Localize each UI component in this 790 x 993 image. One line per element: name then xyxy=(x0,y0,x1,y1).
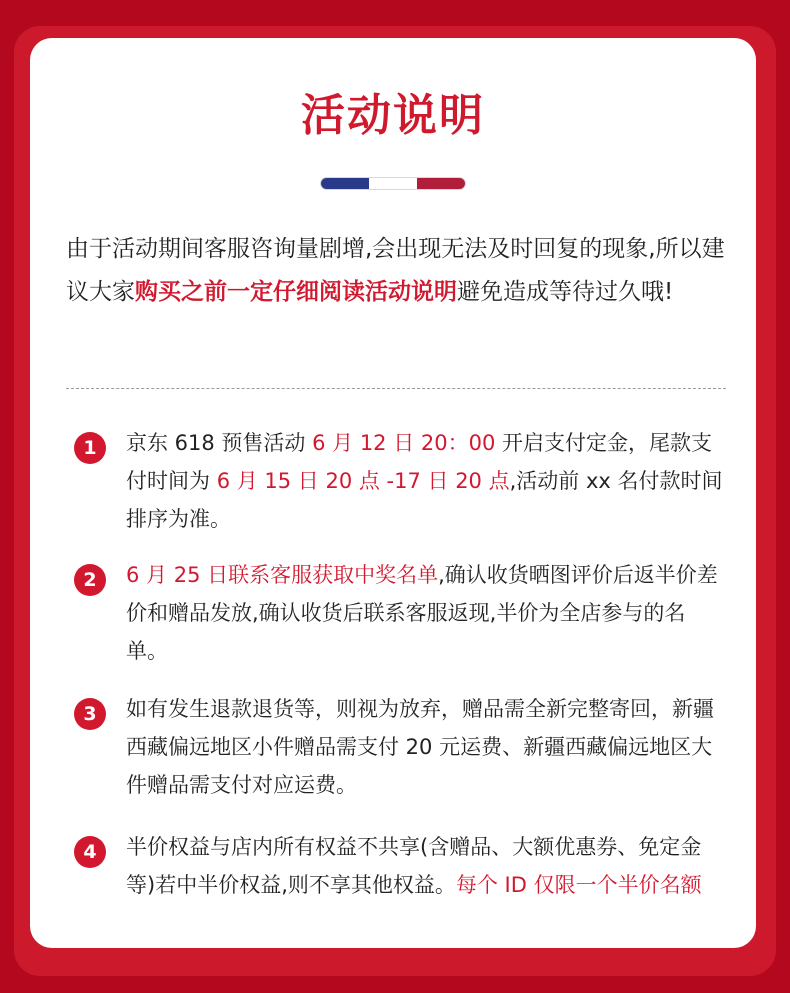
flag-stripe-blue xyxy=(321,178,369,189)
item-number-badge: 4 xyxy=(74,836,106,868)
item-text-segment: ,确认收货晒图评价后返半价差价和赠品发放,确认收货后联系客服返现,半价为全店参与的名单。 xyxy=(126,563,718,663)
item-text-segment: 开启支付定金，尾款支付时间为 xyxy=(126,431,713,493)
notice-card xyxy=(30,38,756,948)
item-highlight: 6 月 15 日 20 点 -17 日 20 点 xyxy=(216,469,510,493)
dashed-divider xyxy=(66,388,726,389)
flag-stripe-white xyxy=(369,178,417,189)
intro-paragraph xyxy=(66,228,736,314)
item-number-badge: 2 xyxy=(74,564,106,596)
item-text-segment: 如有发生退款退货等，则视为放弃，赠品需全新完整寄回，新疆西藏偏远地区小件赠品需支付 20 元运费、新疆西藏偏远地区大件赠品需支付对应运费。 xyxy=(126,697,714,797)
item-number-badge: 3 xyxy=(74,698,106,730)
item-number-badge: 1 xyxy=(74,432,106,464)
item-text xyxy=(126,556,726,670)
item-highlight: 6 月 12 日 20：00 xyxy=(312,431,496,455)
intro-text-end: 避免造成等待过久哦! xyxy=(457,279,674,305)
intro-highlight: 购买之前一定仔细阅读活动说明 xyxy=(135,279,457,305)
item-text-segment: ,活动前 xx 名付款时间排序为准。 xyxy=(126,469,723,531)
item-highlight: 每个 ID 仅限一个半价名额 xyxy=(455,873,702,897)
item-text xyxy=(126,424,726,538)
intro-text: 由于活动期间客服咨询量剧增,会出现无法及时回复的现象,所以建议大家 xyxy=(66,236,725,305)
item-highlight: 6 月 25 日联系客服获取中奖名单 xyxy=(126,563,439,587)
item-text xyxy=(126,828,726,904)
page-title: 活动说明 xyxy=(301,90,485,141)
tricolor-divider xyxy=(321,178,465,189)
item-text-segment: 半价权益与店内所有权益不共享(含赠品、大额优惠券、免定金等)若中半价权益,则不享其他权益。 xyxy=(126,835,702,897)
item-text xyxy=(126,690,726,804)
item-text-segment: 京东 618 预售活动 xyxy=(126,431,313,455)
flag-stripe-red xyxy=(417,178,465,189)
